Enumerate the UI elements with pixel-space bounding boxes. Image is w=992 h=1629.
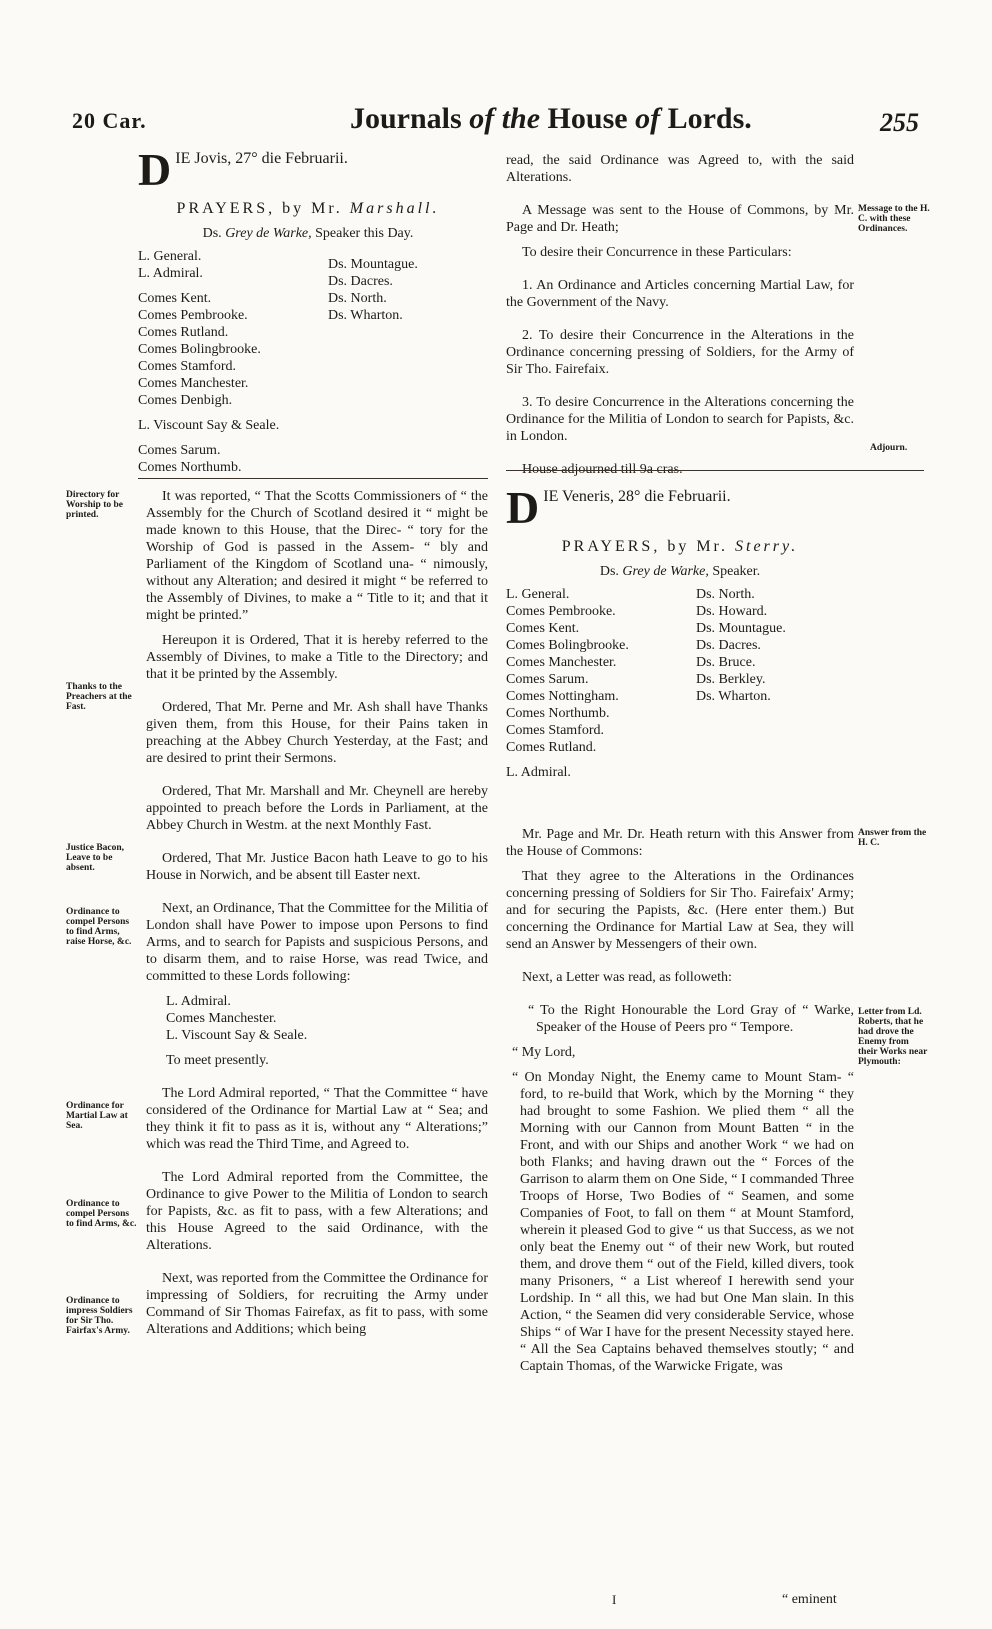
- right-column-top: [506, 152, 854, 486]
- letter-address: “ To the Right Honourable the Lord Gray of “ Warke, Speaker of the House of Peers pro “ Tempore.: [528, 1003, 854, 1035]
- page-number: 255: [880, 108, 919, 137]
- margin-note-bacon: Justice Bacon, Leave to be absent.: [66, 843, 125, 873]
- paragraph-letter-intro: Next, a Letter was read, as followeth:: [522, 970, 732, 985]
- catchword: “ eminent: [782, 1592, 837, 1607]
- day1-title-text: IE Jovis, 27° die Februarii.: [175, 150, 348, 167]
- lord-name: Ds. North.: [328, 291, 387, 306]
- title-the: the: [501, 102, 541, 135]
- lord-name: Comes Bolingbrooke.: [138, 342, 261, 357]
- day2-title-text: IE Veneris, 28° die Februarii.: [543, 488, 731, 505]
- title-of: of: [469, 102, 495, 135]
- right-column-body: [506, 826, 854, 1383]
- letter-body: “ On Monday Night, the Enemy came to Mount Stam- “ ford, to re-build that Work, which by the Morning “ they had brought to some Fashion. We plied them “ all the Morning with our Cannon from Mount Batten “ in the Front, and with our Ships and another Work “ we had on both Flanks; and having drawn out the “ Forces of the Garrison to alarm them on One Side, “ I commanded Three Troops of Horse, Two Bodies of “ Seamen, and some Companies of Foot, to fall on them “ at Mount Stamford, wherein it pleased God to give “ us that Success, as we not only beat the Enemy out “ of their new Work, but routed them, and drove them “ out of the Field, killed divers, took many Prisoners, “ a List whereof I herewith send your Lordship. In “ all this, we had but One Man slain. In this Action, “ the Seamen did very considerable Service, whose Ships “ of War I have for the present Necessity stayed here. “ All the Sea Captains behaved themselves stoutly; “ and Captain Thomas, of the Warwicke Frigate, was: [512, 1070, 854, 1374]
- paragraph-arms2: The Lord Admiral reported from the Committee, the Ordinance to give Power to the Militia of London to search for Papists, &c. as fit to pass, with a few Alterations; and this House Agreed to the said Ordinance, with the Alterations.: [146, 1170, 488, 1253]
- lord-name: Ds. Berkley.: [696, 672, 766, 687]
- speaker-role: Speaker this Day.: [315, 226, 414, 241]
- speaker-ds: Ds.: [202, 226, 222, 241]
- dropcap: D: [506, 482, 540, 533]
- section-rule: [506, 470, 924, 471]
- title-lords: Lords.: [667, 102, 752, 135]
- paragraph-meet: To meet presently.: [166, 1053, 269, 1068]
- paragraph-desire: To desire their Concurrence in these Particulars:: [522, 245, 792, 260]
- committee-member: L. Viscount Say & Seale.: [166, 1028, 308, 1043]
- title-house: House: [547, 102, 628, 135]
- committee-member: L. Admiral.: [166, 994, 231, 1009]
- speaker-name: Grey de Warke,: [622, 564, 709, 579]
- day1-speaker: [138, 225, 478, 242]
- lord-name: Ds. Dacres.: [696, 638, 761, 653]
- day2-speaker: [506, 563, 854, 580]
- paragraph-martial: The Lord Admiral reported, “ That the Committee “ have considered of the Ordinance for Martial Law at “ Sea; and they think it fit to pass as it is, without any “ Alterations;” which was read the Third Time, and Agreed to.: [146, 1086, 488, 1152]
- title-of: of: [635, 102, 661, 135]
- paragraph-answer-detail: That they agree to the Alterations in the Ordinances concerning pressing of Soldiers for Sir Tho. Fairefaix' Army; and for securing the Papists, &c. (Here enter them.) But concerning the Ordinance for Martial Law at Sea, they will send an Answer by Messengers of their own.: [506, 869, 854, 952]
- lords-left-list: [506, 586, 696, 781]
- lord-name: [328, 248, 418, 256]
- day1-prayers: [138, 200, 478, 217]
- title-journals: Journals: [350, 102, 462, 135]
- paragraph-message: A Message was sent to the House of Commons, by Mr. Page and Dr. Heath;: [506, 203, 854, 235]
- prayers-by: by Mr.: [282, 200, 343, 217]
- paragraph-arms: Next, an Ordinance, That the Committee for the Militia of London shall have Power to impose upon Persons to find Arms, and to search for Papists and suspicious Persons, and to disarm them, and to raise Horse, was read Twice, and committed to these Lords following:: [146, 901, 488, 984]
- lord-name: [138, 282, 328, 290]
- lord-name: L. Admiral.: [138, 266, 203, 281]
- lord-name: Comes Manchester.: [506, 655, 617, 670]
- margin-note-thanks: Thanks to the Preachers at the Fast.: [66, 682, 132, 712]
- lord-name: Comes Pembrooke.: [506, 604, 616, 619]
- lord-name: [506, 756, 696, 764]
- paragraph-adjourned: House adjourned till 9a cras.: [522, 462, 683, 477]
- lord-name: Ds. Mountague.: [328, 257, 418, 272]
- margin-note-ordinance-arms: Ordinance to compel Persons to find Arms, raise Horse, &c.: [66, 907, 132, 947]
- prayers-by: by Mr.: [667, 538, 728, 555]
- lord-name: [138, 409, 328, 417]
- dropcap: D: [138, 144, 172, 195]
- lord-name: Comes Kent.: [506, 621, 580, 636]
- paragraph-marshall: Ordered, That Mr. Marshall and Mr. Cheynell are hereby appointed to preach before the Lords in Parliament, at the Abbey Church in Westm. at the next Monthly Fast.: [146, 784, 488, 833]
- lord-name: L. Viscount Say & Seale.: [138, 418, 280, 433]
- lord-name: Comes Stamford.: [138, 359, 236, 374]
- lord-name: Ds. Wharton.: [696, 689, 771, 704]
- paragraph-item-1: 1. An Ordinance and Articles concerning Martial Law, for the Government of the Navy.: [506, 278, 854, 310]
- lord-name: Comes Denbigh.: [138, 393, 233, 408]
- margin-note-letter: Letter from Ld. Roberts, that he had drove the Enemy from their Works near Plymouth:: [858, 1007, 928, 1067]
- committee-member: Comes Manchester.: [166, 1011, 277, 1026]
- letter-salutation: “ My Lord,: [512, 1045, 576, 1060]
- section-rule: [138, 478, 488, 479]
- margin-note-message: Message to the H. C. with these Ordinances.: [858, 204, 930, 234]
- lord-name: L. General.: [138, 249, 202, 264]
- speaker-ds: Ds.: [599, 564, 619, 579]
- lord-name: Ds. Howard.: [696, 604, 768, 619]
- paragraph-directory-report: It was reported, “ That the Scotts Commissioners of “ the Assembly for the Church of Scotland desired it “ might be made known to this House, that the Direc- “ tory for the Worship of God is passed in the Assem- “ bly and Parliament of the Kingdom of Scotland una- “ nimously, without any Alteration; and desired it might “ be referred to the Assembly of Divines, to make a “ Title to it; and that it might be printed.”: [146, 489, 488, 623]
- running-head-regnal-year: 20 Car.: [72, 108, 147, 133]
- day1-heading-block: [138, 144, 478, 476]
- lord-name: Comes Sarum.: [138, 443, 221, 458]
- lord-name: L. Admiral.: [506, 765, 571, 780]
- lord-name: Comes Rutland.: [138, 325, 229, 340]
- paragraph-answer: Mr. Page and Mr. Dr. Heath return with this Answer from the House of Commons:: [506, 827, 854, 859]
- margin-note-adjourn: Adjourn.: [870, 443, 908, 453]
- speaker-name: Grey de Warke,: [225, 226, 312, 241]
- lord-name: Ds. Bruce.: [696, 655, 756, 670]
- paragraph-item-3: 3. To desire Concurrence in the Alterations concerning the Ordinance for the Militia of London to search for Papists, &c. in London.: [506, 395, 854, 444]
- lord-name: Comes Nottingham.: [506, 689, 619, 704]
- lords-right-list: [696, 586, 786, 781]
- lords-right-list: [328, 248, 418, 476]
- committee-list: [146, 993, 488, 1044]
- lord-name: Ds. North.: [696, 587, 755, 602]
- left-column-body: [146, 488, 488, 1346]
- day2-lords-present: [506, 586, 854, 781]
- margin-note-answer: Answer from the H. C.: [858, 828, 927, 848]
- margin-note-martial: Ordinance for Martial Law at Sea.: [66, 1101, 128, 1131]
- lord-name: Comes Northumb.: [138, 460, 242, 475]
- signature-mark: I: [612, 1592, 617, 1607]
- lord-name: Ds. Mountague.: [696, 621, 786, 636]
- lord-name: Ds. Wharton.: [328, 308, 403, 323]
- lord-name: Comes Kent.: [138, 291, 212, 306]
- margin-note-directory: Directory for Worship to be printed.: [66, 490, 124, 520]
- margin-note-impress: Ordinance to impress Soldiers for Sir Tho. Fairfax's Army.: [66, 1296, 133, 1336]
- prayers-name: Sterry.: [735, 538, 799, 555]
- lord-name: Comes Northumb.: [506, 706, 610, 721]
- paragraph-item-2: 2. To desire their Concurrence in the Alterations in the Ordinance concerning pressing of Soldiers, for the Army of Sir Tho. Fairefaix.: [506, 328, 854, 377]
- lord-name: Comes Rutland.: [506, 740, 597, 755]
- lord-name: Comes Manchester.: [138, 376, 249, 391]
- day2-title: [506, 482, 854, 533]
- lord-name: Comes Stamford.: [506, 723, 604, 738]
- paragraph-directory-order: Hereupon it is Ordered, That it is hereby referred to the Assembly of Divines, to make a Title to the Directory; and that it be printed by the Assembly.: [146, 633, 488, 682]
- prayers-label: PRAYERS,: [176, 200, 276, 217]
- prayers-label: PRAYERS,: [561, 538, 661, 555]
- day2-heading-block: [506, 482, 854, 781]
- day2-prayers: [506, 538, 854, 555]
- margin-note-ordinance-arms2: Ordinance to compel Persons to find Arms, &c.: [66, 1199, 137, 1229]
- paragraph-bacon: Ordered, That Mr. Justice Bacon hath Leave to go to his House in Norwich, and be absent till Easter next.: [146, 851, 488, 883]
- day1-lords-present: [138, 248, 478, 476]
- day1-title: [138, 144, 478, 195]
- speaker-role: Speaker.: [712, 564, 761, 579]
- running-head-title: [350, 102, 752, 136]
- lord-name: Comes Sarum.: [506, 672, 589, 687]
- paragraph-impress: Next, was reported from the Committee the Ordinance for impressing of Soldiers, for recruiting the Army under Command of Sir Thomas Fairefax, as fit to pass, with some Alterations and Additions; which being: [146, 1271, 488, 1337]
- lord-name: [138, 434, 328, 442]
- paragraph-continuation: read, the said Ordinance was Agreed to, with the said Alterations.: [506, 153, 854, 185]
- lords-left-list: [138, 248, 328, 476]
- lord-name: Ds. Dacres.: [328, 274, 393, 289]
- prayers-name: Marshall.: [349, 200, 440, 217]
- paragraph-thanks: Ordered, That Mr. Perne and Mr. Ash shall have Thanks given them, from this House, for their Pains taken in preaching at the Abbey Church Yesterday, at the Fast; and are desired to print their Sermons.: [146, 700, 488, 766]
- lord-name: L. General.: [506, 587, 570, 602]
- lord-name: Comes Bolingbrooke.: [506, 638, 629, 653]
- lord-name: Comes Pembrooke.: [138, 308, 248, 323]
